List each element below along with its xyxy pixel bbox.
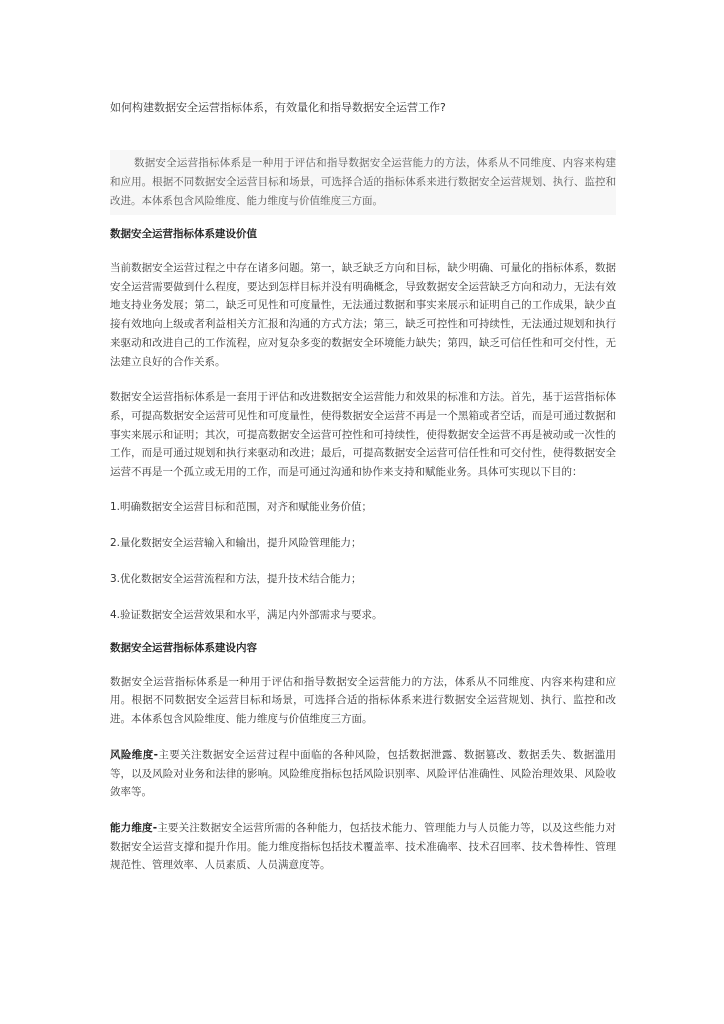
- ability-dimension-label: 能力维度-: [110, 821, 158, 834]
- paragraph-system-overview: 数据安全运营指标体系是一种用于评估和指导数据安全运营能力的方法，体系从不同维度、内容来构建和应用。根据不同数据安全运营目标和场景，可选择合适的指标体系来进行数据安全运营规划、执行、监控和改进。本体系包含风险维度、能力维度与价值维度三方面。: [110, 675, 616, 726]
- list-item-2: 2.量化数据安全运营输入和输出，提升风险管理能力；: [110, 536, 362, 549]
- paragraph-risk-dimension: [110, 746, 616, 802]
- section-heading-value: 数据安全运营指标体系建设价值: [110, 228, 257, 240]
- article-body: [110, 226, 616, 892]
- list-item-4: 4.验证数据安全运营效果和水平，满足内外部需求与要求。: [110, 608, 383, 621]
- risk-dimension-text: 主要关注数据安全运营过程中面临的各种风险，包括数据泄露、数据篡改、数据丢失、数据滥用等，以及风险对业务和法律的影响。风险维度指标包括风险识别率、风险评估准确性、风险治理效果、风险收敛率等。: [110, 748, 617, 799]
- list-item-3: 3.优化数据安全运营流程和方法，提升技术结合能力；: [110, 572, 362, 585]
- section-heading-content: 数据安全运营指标体系建设内容: [110, 641, 257, 654]
- question-title: 如何构建数据安全运营指标体系，有效量化和指导数据安全运营工作?: [110, 101, 446, 114]
- ability-dimension-text: 主要关注数据安全运营所需的各种能力，包括技术能力、管理能力与人员能力等，以及这些能力对数据安全运营支撑和提升作用。能力维度指标包括技术覆盖率、技术准确率、技术召回率、技术鲁棒性、管理规范性、管理效率、人员素质、人员满意度等。: [110, 821, 617, 872]
- paragraph-system-benefits: 数据安全运营指标体系是一套用于评估和改进数据安全运营能力和效果的标准和方法。首先，基于运营指标体系，可提高数据安全运营可见性和可度量性，使得数据安全运营不再是一个黑箱或者空话，而是可通过数据和事实来展示和证明；其次，可提高数据安全运营可控性和可持续性，使得数据安全运营不再是被动或一次性的工作，而是可通过规划和执行来驱动和改进；最后，可提高数据安全运营可信任性和可交付性，使得数据安全运营不再是一个孤立或无用的工作，而是可通过沟通和协作来支持和赋能业务。具体可实现以下目的：: [110, 391, 616, 479]
- list-item-1: 1.明确数据安全运营目标和范围，对齐和赋能业务价值；: [110, 500, 373, 513]
- summary-box: 数据安全运营指标体系是一种用于评估和指导数据安全运营能力的方法，体系从不同维度、内容来构建和应用。根据不同数据安全运营目标和场景，可选择合适的指标体系来进行数据安全运营规划、执行、监控和改进。本体系包含风险维度、能力维度与价值维度三方面。: [110, 150, 616, 215]
- risk-dimension-label: 风险维度-: [110, 748, 158, 761]
- paragraph-ability-dimension: [110, 819, 616, 875]
- paragraph-problems: 当前数据安全运营过程之中存在诸多问题。第一，缺乏缺乏方向和目标，缺少明确、可量化的指标体系，数据安全运营需要做到什么程度，要达到怎样目标并没有明确概念，导致数据安全运营缺乏方向和动力，无法有效地支持业务发展；第二，缺乏可见性和可度量性，无法通过数据和事实来展示和证明自己的工作成果，缺少直接有效地向上级或者利益相关方汇报和沟通的方式方法；第三，缺乏可控性和可持续性，无法通过规划和执行来驱动和改进自己的工作流程，应对复杂多变的数据安全环境能力缺失；第四，缺乏可信任性和可交付性，无法建立良好的合作关系。: [110, 262, 616, 368]
